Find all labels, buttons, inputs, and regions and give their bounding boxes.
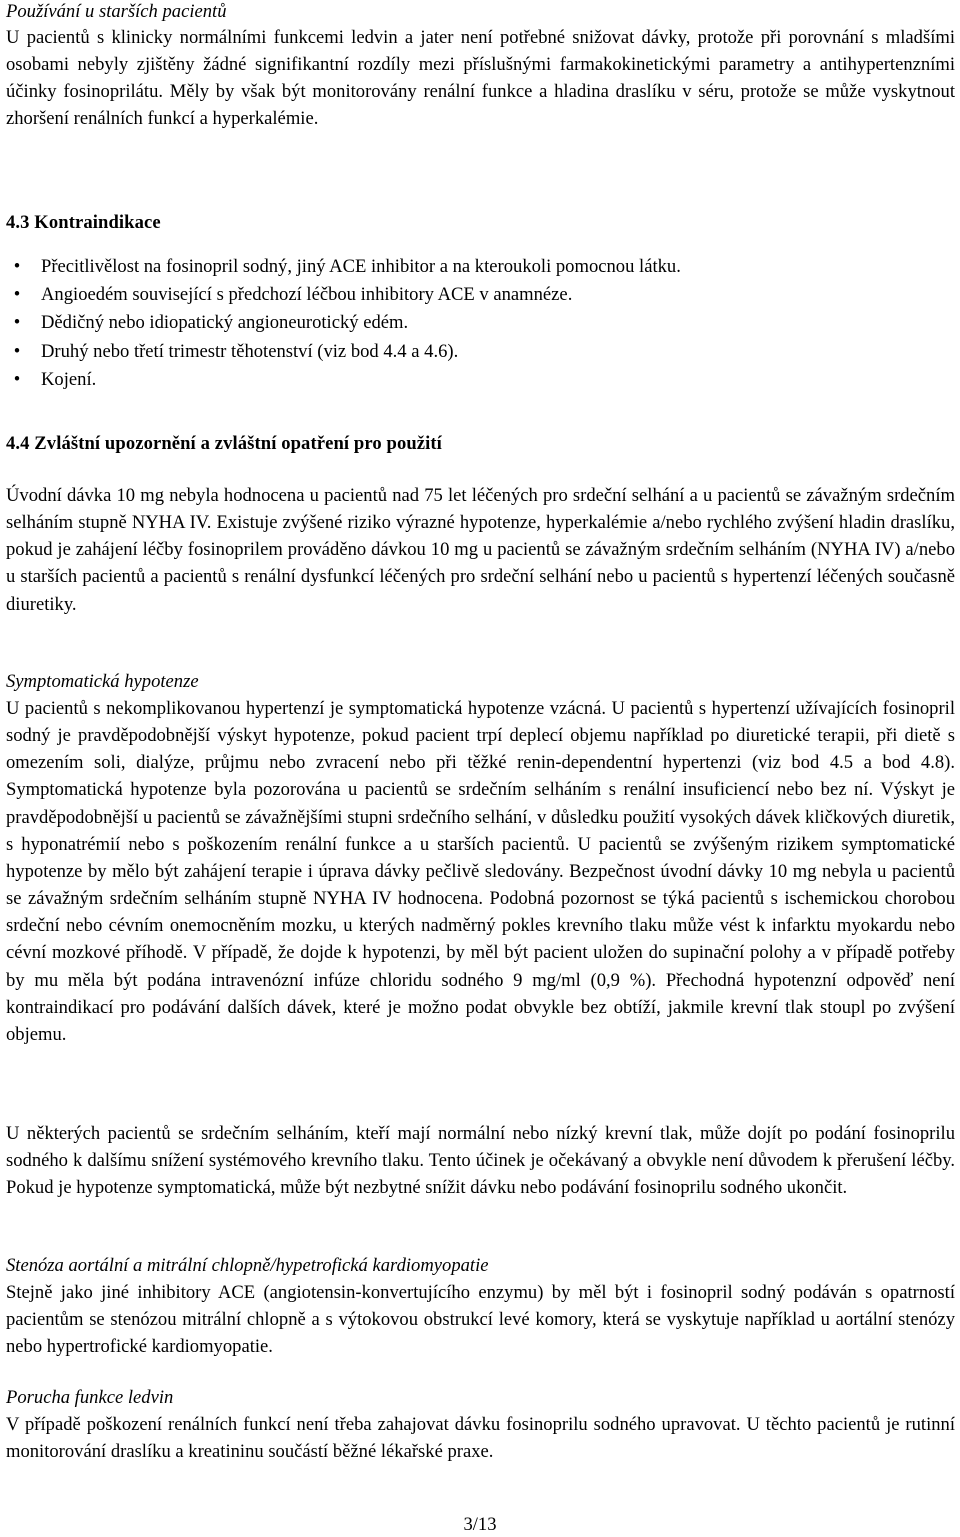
list-item-text: Druhý nebo třetí trimestr těhotenství (viz bod 4.4 a 4.6). — [41, 340, 459, 362]
list-item-text: Angioedém související s předchozí léčbou inhibitory ACE v anamnéze. — [41, 284, 573, 306]
section-title-stenosis: Stenóza aortální a mitrální chlopně/hypetrofická kardiomyopatie — [6, 1255, 489, 1276]
paragraph-warnings-intro: Úvodní dávka 10 mg nebyla hodnocena u pacientů nad 75 let léčených pro srdeční selhání a u pacientů se závažným srdečním selháním stupně NYHA IV. Existuje zvýšené riziko výrazné hypotenze, hyperkalémie a/nebo rychlého zvýšení hladin draslíku, pokud je zahájení léčby fosinoprilem prováděno dávkou 10 mg u pacientů se závažným srdečním selháním (NYHA IV) a/nebo u starších pacientů a pacientů s renální dysfunkcí léčených pro srdeční selhání nebo u pacientů s hypertenzí léčených současně diuretiky. — [6, 485, 955, 615]
page-number: 3/13 — [463, 1514, 497, 1535]
section-title-contraindications: 4.3 Kontraindikace — [6, 212, 161, 233]
list-item-text: Přecitlivělost na fosinopril sodný, jiný ACE inhibitor a na kteroukoli pomocnou látku. — [41, 256, 681, 277]
bullet-icon: • — [13, 368, 21, 390]
paragraph-hypotension-2: U některých pacientů se srdečním selháním, kteří mají normální nebo nízký krevní tlak, může dojít po podání fosinoprilu sodného k dalšímu snížení systémového krevního tlaku. Tento účinek je očekávaný a obvykle není důvodem k přerušení léčby. Pokud je hypotenze symptomatická, může být nezbytné snížit dávku nebo podávání fosinoprilu sodného ukončit. — [6, 1123, 955, 1199]
list-item-text: Kojení. — [41, 368, 97, 390]
list-item — [0, 253, 960, 281]
paragraph-renal: V případě poškození renálních funkcí není třeba zahajovat dávku fosinoprilu sodného upravovat. U těchto pacientů je rutinní monitorování draslíku a kreatininu součástí běžné lékařské praxe. — [6, 1414, 955, 1463]
contraindications-list — [0, 253, 960, 394]
bullet-icon: • — [13, 340, 21, 362]
section-title-warnings: 4.4 Zvláštní upozornění a zvláštní opatření pro použití — [6, 433, 442, 454]
section-title-elderly: Používání u starších pacientů — [6, 1, 227, 22]
list-item-text: Dědičný nebo idiopatický angioneurotický edém. — [41, 312, 409, 334]
bullet-icon: • — [13, 312, 21, 334]
section-title-renal: Porucha funkce ledvin — [6, 1387, 174, 1408]
section-title-hypotension: Symptomatická hypotenze — [6, 671, 199, 692]
paragraph-stenosis: Stejně jako jiné inhibitory ACE (angiotensin-konvertujícího enzymu) by měl být i fosinopril sodný podáván s opatrností pacientům se stenózou mitrální chlopně a s výtokovou obstrukcí levé komory, která se vyskytuje například u aortální stenózy nebo hypertrofické kardiomyopatie. — [6, 1282, 955, 1358]
paragraph-elderly: U pacientů s klinicky normálními funkcemi ledvin a jater není potřebné snižovat dávky, protože při porovnání s mladšími osobami nebyly zjištěny žádné signifikantní rozdíly mezi příslušnými farmakokinetickými parametry a antihypertenzními účinky fosinoprilátu. Měly by však být monitorovány renální funkce a hladina draslíku v séru, protože se může vyskytnout zhoršení renálních funkcí a hyperkalémie. — [6, 27, 955, 130]
bullet-icon: • — [13, 256, 21, 277]
paragraph-hypotension: U pacientů s nekomplikovanou hypertenzí je symptomatická hypotenze vzácná. U pacientů s hypertenzí užívajících fosinopril sodný je pravděpodobnější výskyt hypotenze, pokud pacient trpí deplecí objemu například po diuretické terapii, při dietě s omezením soli, dialýze, průjmu nebo zvracení nebo při těžké renin-dependentní hypertenzi (viz bod 4.5 a bod 4.8). Symptomatická hypotenze byla pozorována u pacientů se srdečním selháním s renální insuficiencí nebo bez ní. Výskyt je pravděpodobnější u pacientů se závažnějšími stupni srdečního selhání, v důsledku použití vysokých dávek kličkových diuretik, s hyponatrémií nebo s poškozením renální funkce a u starších pacientů. U pacientů se zvýšeným rizikem symptomatické hypotenze by mělo být zahájení terapie i úprava dávky pečlivě sledovány. Bezpečnost úvodní dávky 10 mg nebyla u pacientů se závažným srdečním selháním stupně NYHA IV hodnocena. Podobná pozornost se týká pacientů s ischemickou chorobou srdeční nebo cévním onemocněním mozku, u kterých nadměrný pokles krevního tlaku může vést k infarktu myokardu nebo cévní mozkové příhodě. V případě, že dojde k hypotenzi, by měl být pacient uložen do supinační polohy a v případě potřeby by mu měla být podána intravenózní infúze chloridu sodného 9 mg/ml (0,9 %). Přechodná hypotenzní odpověď není kontraindikací pro podávání dalších dávek, které je možno podat obvykle bez obtíží, jakmile krevní tlak stoupl po zvýšení objemu. — [6, 698, 955, 1045]
list-item — [0, 309, 960, 337]
list-item — [0, 366, 960, 394]
list-item — [0, 338, 960, 366]
bullet-icon: • — [13, 284, 21, 306]
list-item — [0, 281, 960, 309]
